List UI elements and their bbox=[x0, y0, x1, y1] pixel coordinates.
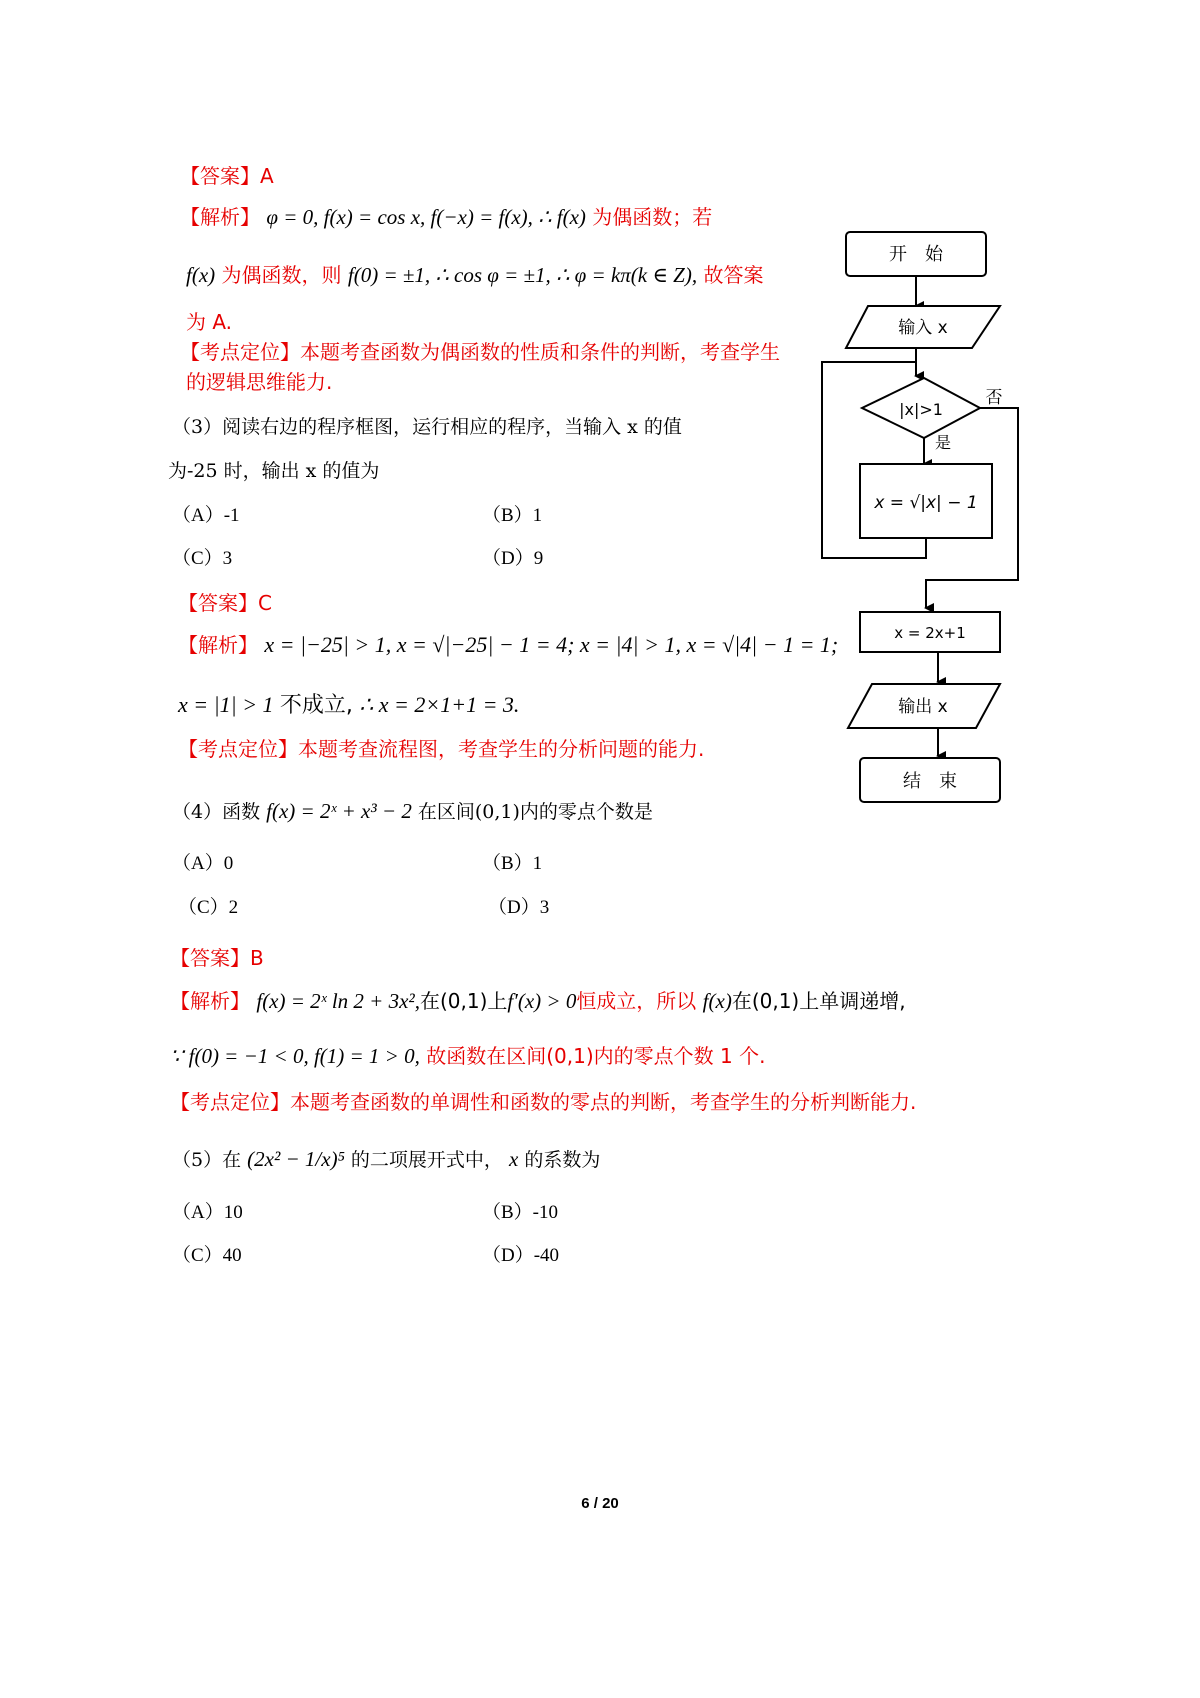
q4-stem bbox=[172, 797, 653, 824]
q2-analysis-line2 bbox=[186, 259, 763, 288]
q2-point-line2: 的逻辑思维能力. bbox=[186, 370, 333, 394]
process-label: x = √|x| − 1 bbox=[874, 493, 978, 513]
analysis-text: 恒成立，所以 bbox=[576, 989, 697, 1013]
q4-option-a: （A）0 bbox=[172, 853, 234, 874]
analysis-tag: 【解析】 bbox=[170, 989, 250, 1013]
point-text: 本题考查函数为偶函数的性质和条件的判断，考查学生 bbox=[300, 340, 780, 364]
analysis-text: 在(0,1)上 bbox=[419, 989, 508, 1013]
q3-answer bbox=[178, 587, 272, 616]
start-label: 开 始 bbox=[889, 244, 943, 265]
stem-text: 在区间(0,1)内的零点个数是 bbox=[417, 801, 653, 823]
math-expression: f(x) = 2ˣ ln 2 + 3x², bbox=[256, 989, 420, 1013]
math-expression: x = |1| > 1 bbox=[178, 692, 274, 717]
q3-option-a: （A）-1 bbox=[172, 505, 240, 526]
end-label: 结 束 bbox=[903, 771, 957, 792]
analysis-tag: 【解析】 bbox=[178, 633, 258, 657]
q3-stem-line2: 为-25 时，输出 x 的值为 bbox=[168, 460, 380, 482]
math-expression: x = |−25| > 1, x = √|−25| − 1 = 4; x = |4| > 1, x = √|4| − 1 = 1; bbox=[264, 632, 839, 657]
math-expression: (2x² − 1/x)⁵ bbox=[247, 1147, 345, 1171]
q2-analysis-line3: 为 A. bbox=[186, 310, 233, 334]
q4-analysis-line1 bbox=[170, 985, 906, 1014]
answer-tag: 【答案】 bbox=[180, 164, 260, 188]
q4-point bbox=[170, 1086, 916, 1115]
q4-analysis-line2 bbox=[170, 1040, 765, 1069]
condition-label: |x|>1 bbox=[899, 400, 943, 419]
analysis-text: 不成立, bbox=[279, 693, 353, 718]
no-label: 否 bbox=[985, 388, 1003, 408]
assign-label: x = 2x+1 bbox=[894, 624, 966, 642]
math-expression: ∴ x = 2×1+1 = 3. bbox=[359, 692, 520, 717]
q4-answer bbox=[170, 942, 264, 971]
q3-analysis-line1 bbox=[178, 629, 838, 658]
answer-value: B bbox=[250, 946, 264, 970]
q3-option-b: （B）1 bbox=[482, 505, 543, 526]
analysis-text: 为偶函数，则 bbox=[221, 263, 342, 287]
q4-option-c: （C）2 bbox=[178, 897, 239, 918]
q5-option-b: （B）-10 bbox=[482, 1202, 559, 1223]
q3-point bbox=[178, 733, 704, 762]
math-expression: f(x) bbox=[186, 263, 216, 287]
math-expression: f(0) = ±1, ∴ cos φ = ±1, ∴ φ = kπ(k ∈ Z), bbox=[347, 263, 698, 287]
program-flowchart bbox=[810, 220, 1040, 810]
q4-option-b: （B）1 bbox=[482, 853, 543, 874]
analysis-text: 故函数在区间(0,1)内的零点个数 1 个. bbox=[426, 1044, 766, 1068]
math-expression: φ = 0, f(x) = cos x, f(−x) = f(x), ∴ f(x) bbox=[266, 205, 586, 229]
math-expression: ∵ f(0) = −1 < 0, f(1) = 1 > 0, bbox=[170, 1044, 420, 1068]
answer-tag: 【答案】 bbox=[170, 946, 250, 970]
math-expression: f′(x) > 0 bbox=[507, 989, 577, 1013]
q2-point-line1 bbox=[180, 336, 780, 365]
q3-option-d: （D）9 bbox=[482, 548, 544, 569]
stem-text: （5）在 bbox=[172, 1149, 242, 1171]
analysis-text: 为偶函数；若 bbox=[592, 205, 713, 229]
q2-analysis-line1 bbox=[180, 201, 712, 230]
q5-stem bbox=[172, 1145, 600, 1172]
q3-analysis-line2 bbox=[178, 688, 519, 719]
point-text: 本题考查函数的单调性和函数的零点的判断，考查学生的分析判断能力. bbox=[290, 1090, 917, 1114]
q5-option-a: （A）10 bbox=[172, 1202, 243, 1223]
math-expression: f(x) bbox=[702, 989, 732, 1013]
analysis-tag: 【解析】 bbox=[180, 205, 260, 229]
point-tag: 【考点定位】 bbox=[178, 737, 298, 761]
page-number: 6 / 20 bbox=[581, 1495, 619, 1512]
point-text: 本题考查流程图，考查学生的分析问题的能力. bbox=[298, 737, 705, 761]
stem-text: 的系数为 bbox=[524, 1149, 601, 1171]
math-variable: x bbox=[508, 1147, 519, 1171]
output-label: 输出 x bbox=[898, 697, 948, 717]
input-label: 输入 x bbox=[898, 318, 948, 338]
q4-option-d: （D）3 bbox=[488, 897, 550, 918]
q2-answer bbox=[180, 160, 274, 189]
math-expression: f(x) = 2ˣ + x³ − 2 bbox=[266, 799, 412, 823]
analysis-text: 在(0,1)上单调递增, bbox=[731, 989, 906, 1013]
q5-option-d: （D）-40 bbox=[482, 1245, 560, 1266]
q3-stem-line1: （3）阅读右边的程序框图，运行相应的程序，当输入 x 的值 bbox=[172, 416, 682, 438]
q3-option-c: （C）3 bbox=[172, 548, 233, 569]
point-tag: 【考点定位】 bbox=[170, 1090, 290, 1114]
answer-value: A bbox=[260, 164, 274, 188]
answer-value: C bbox=[258, 591, 272, 615]
yes-label: 是 bbox=[934, 433, 952, 452]
point-tag: 【考点定位】 bbox=[180, 340, 300, 364]
stem-text: （4）函数 bbox=[172, 801, 261, 823]
stem-text: 的二项展开式中， bbox=[350, 1149, 503, 1171]
answer-tag: 【答案】 bbox=[178, 591, 258, 615]
q5-option-c: （C）40 bbox=[172, 1245, 242, 1266]
analysis-text: 故答案 bbox=[703, 263, 764, 287]
